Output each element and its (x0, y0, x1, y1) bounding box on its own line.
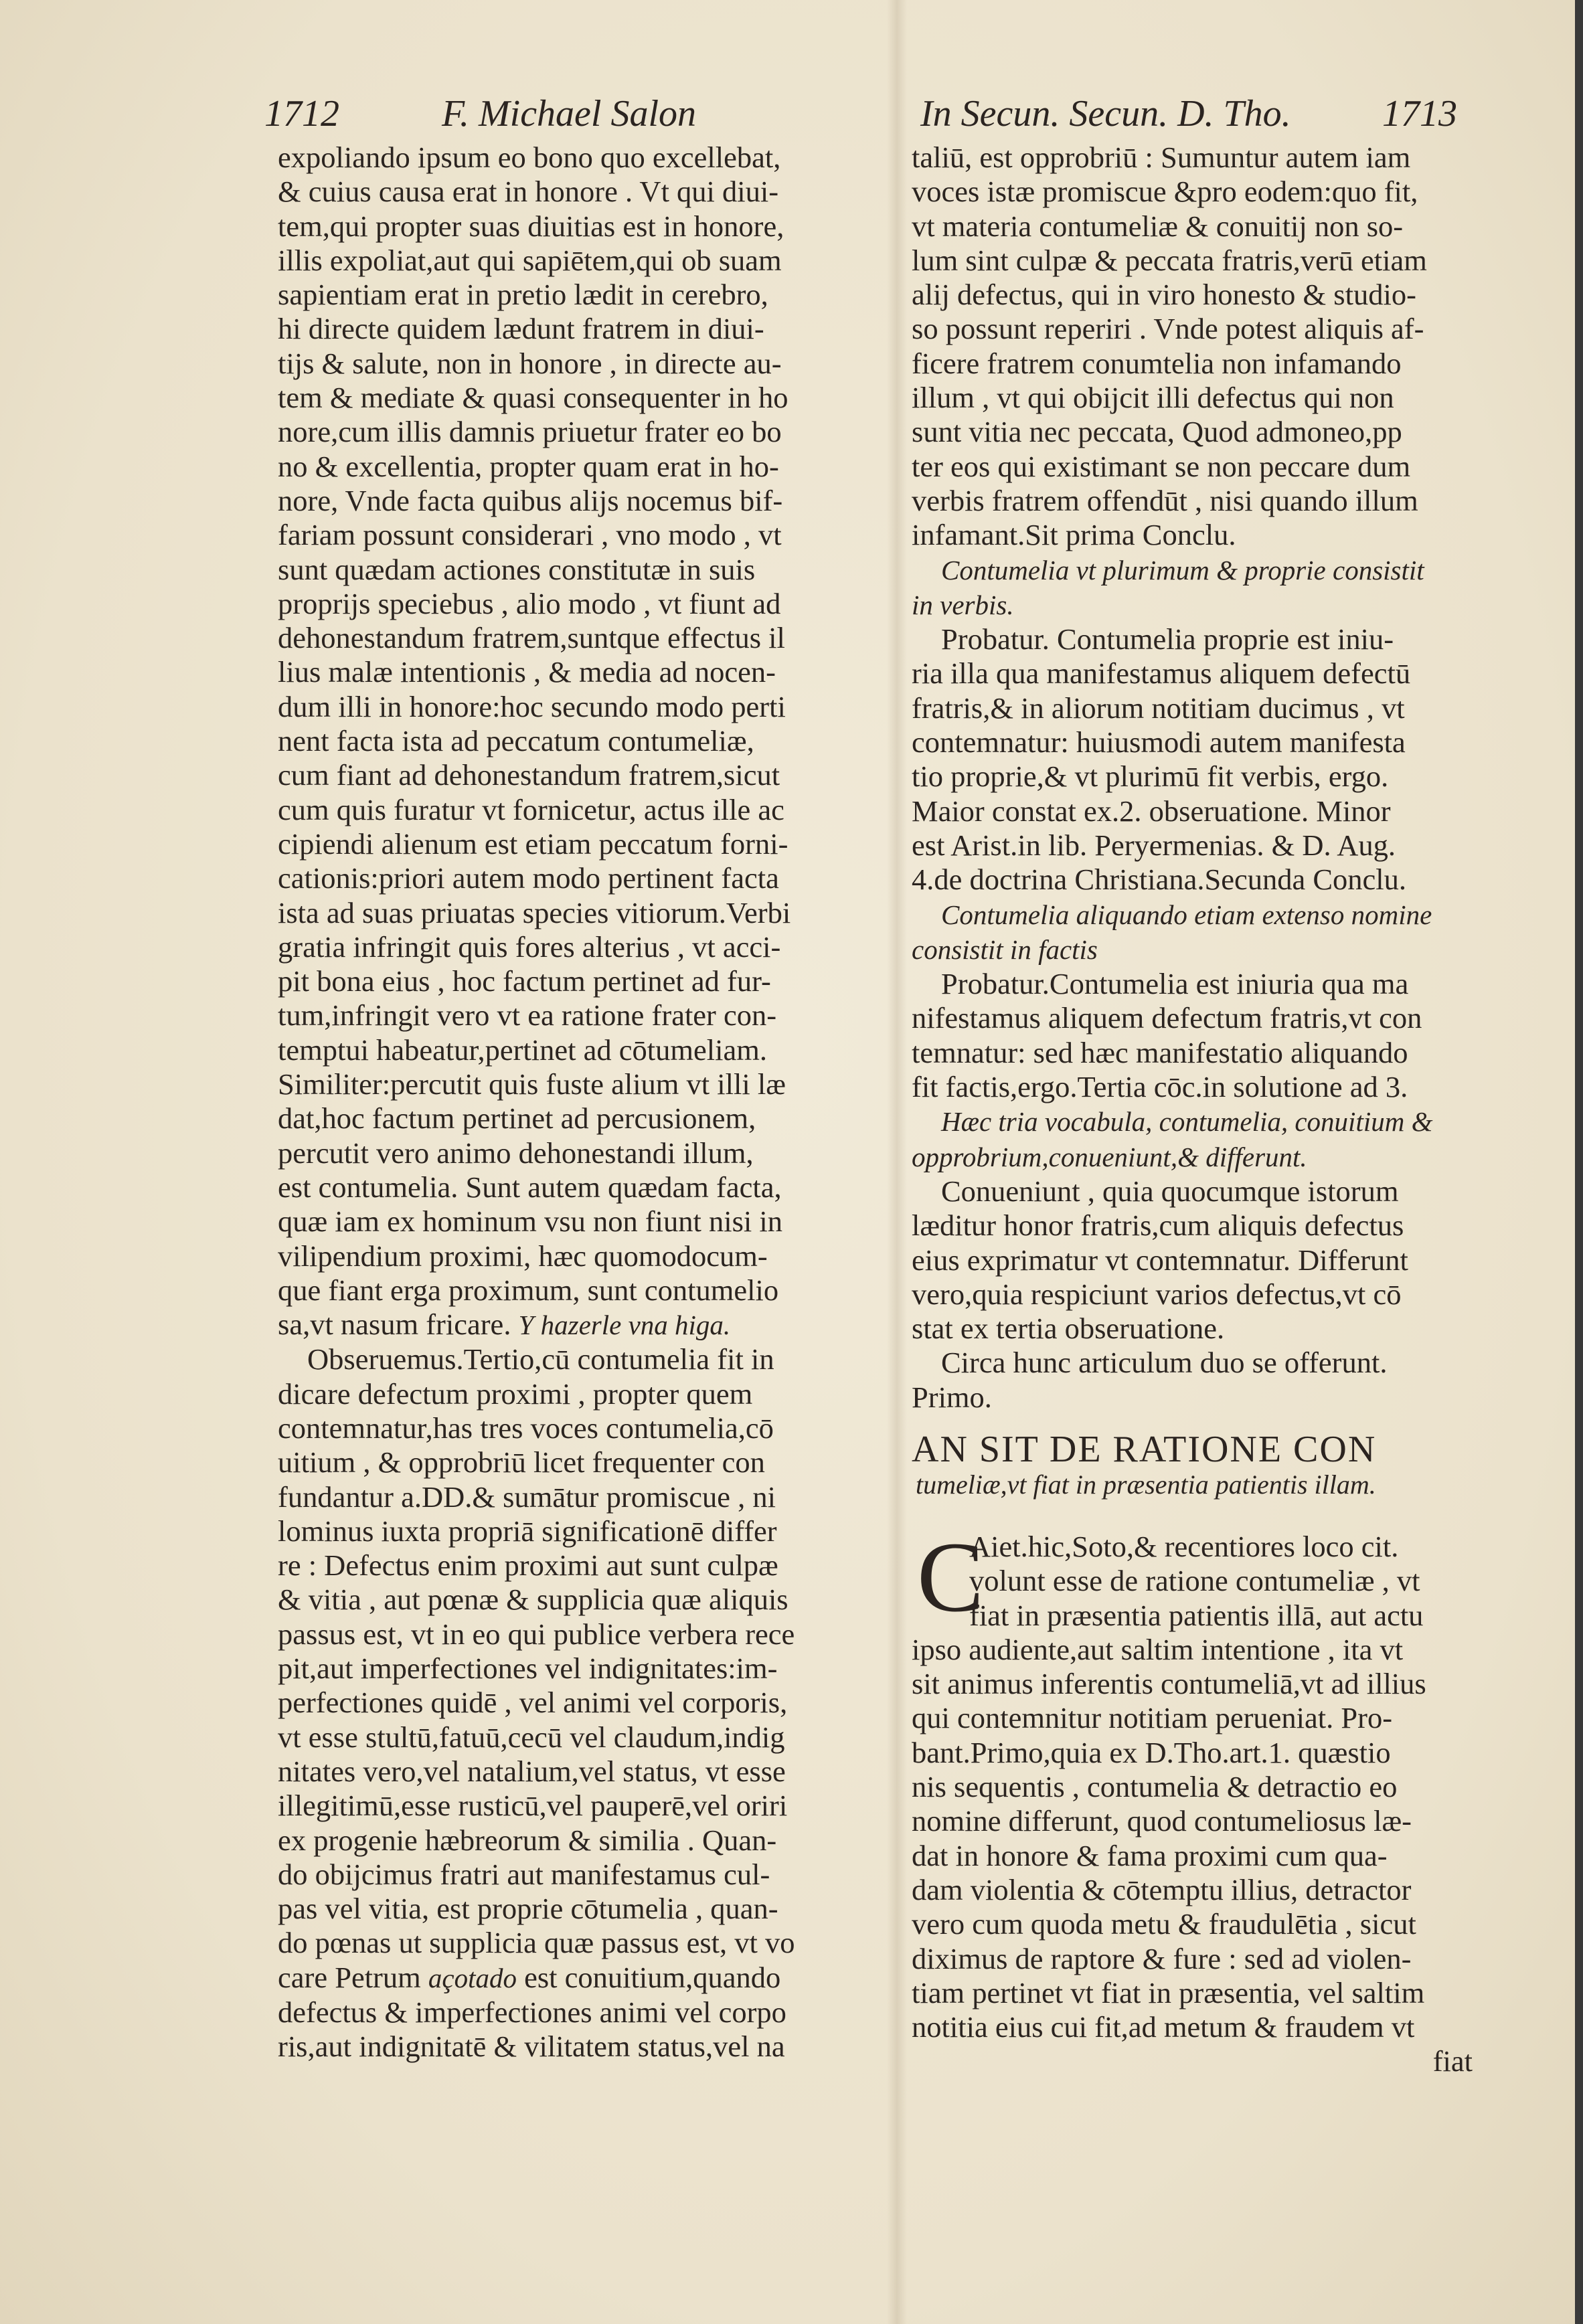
text-line (278, 484, 867, 518)
text-line (912, 1001, 1473, 1035)
text-line (278, 1273, 867, 1308)
line-text: est contumelia. Sunt autem quædam facta, (278, 1170, 782, 1204)
line-text: ris,aut indignitatē & vilitatem status,vel na (278, 2030, 785, 2064)
text-line (278, 1377, 867, 1411)
text-line (912, 794, 1473, 828)
line-text-tail: est conuitium,quando (516, 1960, 781, 1994)
text-line (912, 347, 1473, 381)
line-text: ria illa qua manifestamus aliquem defectū (912, 656, 1411, 691)
line-text: vt esse stultū,fatuū,cecū vel claudum,indig (278, 1720, 785, 1754)
line-text: infamant.Sit prima Conclu. (912, 518, 1236, 552)
text-line (912, 553, 1473, 588)
line-text: cum fiant ad dehonestandum fratrem,sicut (278, 758, 780, 792)
line-text: ista ad suas priuatas species vitiorum.Verbi (278, 895, 791, 929)
line-text: gratia infringit quis fores alterius , vt acci- (278, 929, 781, 964)
text-line: sit animus inferentis contumeliā,vt ad illius (912, 1667, 1426, 1701)
line-text: contemnatur: huiusmodi autem manifesta (912, 725, 1406, 759)
text-line (278, 930, 867, 964)
line-text: hi directe quidem lædunt fratrem in diui- (278, 312, 764, 346)
line-text: tijs & salute, non in honore , in directe au- (278, 346, 782, 380)
page-edge (1575, 0, 1583, 2324)
text-line (278, 998, 867, 1033)
text-line (912, 967, 1473, 1001)
italic-heading: Hæc tria vocabula, contumelia, conuitium & (941, 1106, 1433, 1138)
line-text: vilipendium proximi, hæc quomodocum- (278, 1239, 768, 1273)
line-text: so possunt reperiri . Vnde potest aliquis af- (912, 312, 1424, 346)
line-text: no & excellentia, propter quam erat in ho- (278, 449, 779, 483)
text-line (912, 1036, 1473, 1070)
text-line (278, 244, 867, 278)
line-text: temptui habeatur,pertinet ad cōtumeliam. (278, 1033, 767, 1067)
line-text: Primo. (912, 1380, 992, 1414)
italic-heading: Contumelia vt plurimum & proprie consistit (941, 554, 1424, 586)
line-text: fariam possunt considerari , vno modo , vt (278, 518, 782, 552)
text-line: dam violentia & cōtemptu illius, detractor (912, 1872, 1412, 1906)
line-text: dehonestandum fratrem,suntque effectus il (278, 621, 785, 655)
text-line (278, 1445, 867, 1480)
line-text: defectus & imperfectiones animi vel corpo (278, 1995, 786, 2030)
line-text: stat ex tertia obseruatione. (912, 1312, 1225, 1346)
text-line (278, 450, 867, 484)
line-text: cum quis furatur vt fornicetur, actus ille ac (278, 792, 784, 826)
line-text: care Petrum (278, 1960, 421, 1994)
text-line (278, 758, 867, 792)
line-text: pit bona eius , hoc factum pertinet ad fur- (278, 964, 771, 998)
text-line (278, 1686, 867, 1720)
line-text: Conueniunt , quia quocumque istorum (941, 1174, 1399, 1208)
line-text: ficere fratrem conumtelia non infamando (912, 346, 1402, 380)
right-page-number: 1713 (1382, 93, 1457, 135)
line-text: & vitia , aut pœnæ & supplicia quæ aliquis (278, 1583, 788, 1617)
text-line (278, 896, 867, 930)
line-text: quæ iam ex hominum vsu non fiunt nisi in (278, 1204, 783, 1239)
text-line (912, 828, 1473, 863)
text-line (278, 2030, 867, 2064)
text-line (912, 1346, 1473, 1380)
text-line (278, 175, 867, 209)
line-text: taliū, est opprobriū : Sumuntur autem iam (912, 141, 1411, 174)
text-line (278, 1789, 867, 1823)
line-text: illum , vt qui obijcit illi defectus qui non (912, 381, 1394, 415)
text-line (278, 861, 867, 895)
line-text: læditur honor fratris,cum aliquis defectus (912, 1209, 1404, 1243)
line-text: percutit vero animo dehonestandi illum, (278, 1136, 754, 1170)
italic-heading: Contumelia aliquando etiam extenso nomine (941, 899, 1432, 930)
page-gutter (887, 0, 907, 2324)
text-line (912, 175, 1473, 209)
text-line (278, 1823, 867, 1858)
line-text: do obijcimus fratri aut manifestamus cul- (278, 1857, 770, 1891)
text-line (278, 1033, 867, 1067)
line-text: cipiendi alienum est etiam peccatum forni- (278, 826, 788, 861)
line-text: que fiant erga proximum, sunt contumelio (278, 1273, 779, 1307)
line-text: eius exprimatur vt contemnatur. Differunt (912, 1243, 1408, 1277)
text-line (278, 1995, 867, 2030)
catchword: fiat (1432, 2044, 1473, 2078)
text-line (278, 1755, 867, 1789)
line-text: tem & mediate & quasi consequenter in ho (278, 381, 788, 415)
text-line (912, 415, 1473, 449)
text-line: notitia eius cui fit,ad metum & fraudem vt (912, 2010, 1415, 2044)
line-text: tem,qui propter suas diuitias est in honore, (278, 209, 784, 243)
text-line (278, 347, 867, 381)
text-line: fiat in præsentia patientis illā, aut actu (969, 1598, 1424, 1632)
left-running-head (264, 87, 853, 141)
line-text: illis expoliat,aut qui sapiētem,qui ob suam (278, 243, 782, 277)
line-text: Circa hunc articulum duo se offerunt. (941, 1346, 1388, 1380)
text-line: bant.Primo,quia ex D.Tho.art.1. quæstio (912, 1735, 1391, 1769)
text-line (278, 1067, 867, 1101)
text-line (912, 1277, 1473, 1312)
left-column (278, 141, 867, 2064)
text-line (278, 1583, 867, 1617)
line-text: tum,infringit vero vt ea ratione frater con- (278, 998, 777, 1033)
text-line: volunt esse de ratione contumeliæ , vt (969, 1564, 1420, 1598)
line-text: do pœnas ut supplicia quæ passus est, vt vo (278, 1926, 795, 1960)
text-line: tiam pertinet vt fiat in præsentia, vel saltim (912, 1975, 1425, 2009)
text-line (912, 1174, 1473, 1209)
text-line (912, 484, 1473, 518)
line-text: expoliando ipsum eo bono quo excellebat, (278, 141, 781, 174)
text-line (912, 691, 1473, 725)
line-text: contemnatur,has tres voces contumelia,cō (278, 1411, 774, 1445)
italic-heading: consistit in factis (912, 933, 1098, 965)
text-line (278, 1514, 867, 1548)
line-text: nore, Vnde facta quibus alijs nocemus bif- (278, 483, 783, 517)
text-line: Aiet.hic,Soto,& recentiores loco cit. (969, 1529, 1399, 1563)
section-body (912, 1521, 1473, 2079)
line-text: ter eos qui existimant se non peccare dum (912, 449, 1411, 483)
text-line (912, 897, 1473, 932)
text-line (912, 1104, 1473, 1139)
line-text: fit factis,ergo.Tertia cōc.in solutione ad 3. (912, 1070, 1408, 1104)
section-body-text (912, 1530, 1473, 2044)
text-line (912, 588, 1473, 622)
line-text: pit,aut imperfectiones vel indignitates:im- (278, 1651, 778, 1686)
line-text: alij defectus, qui in viro honesto & studio- (912, 278, 1416, 312)
text-line (912, 209, 1473, 244)
text-line (912, 932, 1473, 967)
right-running-title: In Secun. Secun. D. Tho. (920, 93, 1291, 135)
line-text: Probatur.Contumelia est iniuria qua ma (941, 967, 1409, 1001)
text-line (278, 312, 867, 346)
text-line (278, 209, 867, 244)
text-line (278, 1651, 867, 1686)
text-line (278, 1308, 867, 1342)
text-line (278, 690, 867, 724)
line-text: fratris,& in aliorum notitiam ducimus , vt (912, 691, 1405, 725)
section-title: AN SIT DE RATIONE CON (912, 1428, 1377, 1470)
italic-phrase: Y hazerle vna higa. (518, 1310, 731, 1341)
line-text: fundantur a.DD.& sumātur promiscue , ni (278, 1480, 776, 1514)
line-text: lum sint culpæ & peccata fratris,verū etiam (912, 243, 1427, 277)
text-line (278, 827, 867, 861)
text-line: qui contemnitur notitiam perueniat. Pro- (912, 1701, 1393, 1735)
text-line (278, 1720, 867, 1755)
text-line: dat in honore & fama proximi cum qua- (912, 1838, 1388, 1872)
right-column-text (912, 141, 1473, 1415)
text-line: nomine differunt, quod contumeliosus læ- (912, 1804, 1412, 1838)
text-line (912, 1070, 1473, 1104)
line-text: temnatur: sed hæc manifestatio aliquando (912, 1035, 1408, 1069)
text-line (278, 964, 867, 998)
line-text: nore,cum illis damnis priuetur frater eo bo (278, 415, 782, 449)
text-line (278, 1411, 867, 1445)
text-line: vero cum quoda metu & fraudulētia , sicut (912, 1907, 1416, 1941)
line-text: uitium , & opprobriū licet frequenter con (278, 1445, 765, 1480)
text-line (278, 1858, 867, 1892)
line-text: nent facta ista ad peccatum contumeliæ, (278, 724, 754, 758)
line-text: cationis:priori autem modo pertinent facta (278, 861, 779, 895)
text-line (278, 141, 867, 175)
text-line (912, 1209, 1473, 1243)
line-text: re : Defectus enim proximi aut sunt culpæ (278, 1548, 778, 1583)
line-text: vero,quia respiciunt varios defectus,vt cō (912, 1277, 1402, 1311)
line-text: dat,hoc factum pertinet ad percusionem, (278, 1101, 756, 1136)
text-line (912, 518, 1473, 552)
text-line (912, 312, 1473, 346)
line-text: 4.de doctrina Christiana.Secunda Conclu. (912, 863, 1407, 897)
line-text: proprijs speciebus , alio modo , vt fiunt ad (278, 586, 781, 620)
line-text: pas vel vitia, est proprie cōtumelia , quan- (278, 1892, 778, 1926)
line-text: tio proprie,& vt plurimū fit verbis, ergo. (912, 759, 1389, 794)
text-line: ipso audiente,aut saltim intentione , ita vt (912, 1632, 1404, 1666)
line-text: lius malæ intentionis , & media ad nocen- (278, 655, 776, 689)
text-line (278, 1204, 867, 1239)
right-column (912, 141, 1473, 2079)
line-text: verbis fratrem offendūt , nisi quando illum (912, 483, 1418, 517)
line-text: & cuius causa erat in honore . Vt qui diui- (278, 175, 779, 209)
text-line (912, 278, 1473, 312)
text-line (278, 1961, 867, 1995)
text-line (278, 1617, 867, 1651)
text-line (278, 518, 867, 552)
text-line (278, 621, 867, 655)
text-line (912, 1312, 1473, 1346)
text-line: nis sequentis , contumelia & detractio eo (912, 1770, 1398, 1804)
text-line (278, 1101, 867, 1136)
text-line (912, 1140, 1473, 1174)
left-running-title: F. Michael Salon (442, 93, 697, 135)
line-text: sa,vt nasum fricare. (278, 1308, 511, 1342)
line-text: ex progenie hæbreorum & similia . Quan- (278, 1823, 777, 1857)
text-line (912, 450, 1473, 484)
line-text: vt materia contumeliæ & conuitij non so- (912, 209, 1404, 243)
text-line (278, 1342, 867, 1376)
text-line (278, 415, 867, 449)
line-text: sunt vitia nec peccata, Quod admoneo,pp (912, 415, 1402, 449)
text-line (278, 1926, 867, 1960)
text-line (278, 793, 867, 827)
text-line (278, 1239, 867, 1273)
line-text: dum illi in honore:hoc secundo modo perti (278, 689, 786, 723)
text-line: diximus de raptore & fure : sed ad violen- (912, 1941, 1412, 1975)
right-running-head (920, 87, 1469, 141)
text-line (912, 725, 1473, 759)
text-line (278, 587, 867, 621)
line-text: Obseruemus.Tertio,cū contumelia fit in (307, 1342, 774, 1376)
line-text: lominus iuxta propriā significationē differ (278, 1514, 777, 1548)
text-line (278, 655, 867, 689)
line-text: voces istæ promiscue &pro eodem:quo fit, (912, 175, 1418, 209)
text-line (278, 1892, 867, 1926)
text-line (912, 141, 1473, 175)
left-page-number: 1712 (264, 93, 339, 135)
line-text: Maior constat ex.2. obseruatione. Minor (912, 794, 1391, 828)
drop-cap: C (917, 1521, 985, 1633)
text-line (912, 381, 1473, 415)
text-line (912, 622, 1473, 656)
text-line (912, 244, 1473, 278)
line-text: sunt quædam actiones constitutæ in suis (278, 552, 756, 586)
line-text: est Arist.in lib. Peryermenias. & D. Aug. (912, 828, 1396, 862)
text-line (912, 863, 1473, 897)
line-text: perfectiones quidē , vel animi vel corporis, (278, 1686, 788, 1720)
line-text: nifestamus aliquem defectum fratris,vt con (912, 1001, 1422, 1035)
text-line (278, 724, 867, 758)
text-line (912, 759, 1473, 794)
text-line (278, 278, 867, 312)
section-subtitle: tumeliæ,vt fiat in præsentia patientis illam. (916, 1469, 1376, 1500)
line-text: Similiter:percutit quis fuste alium vt illi læ (278, 1067, 786, 1101)
text-line (278, 1170, 867, 1204)
line-text: sapientiam erat in pretio lædit in cerebro, (278, 278, 768, 312)
text-line (912, 1243, 1473, 1277)
text-line (278, 381, 867, 415)
text-line (278, 1480, 867, 1514)
line-text: dicare defectum proximi , propter quem (278, 1376, 753, 1411)
text-line (912, 1380, 1473, 1415)
text-line (278, 1548, 867, 1583)
text-line (278, 1136, 867, 1170)
text-line (912, 656, 1473, 691)
line-text: illegitimū,esse rusticū,vel pauperē,vel oriri (278, 1789, 788, 1823)
line-text: nitates vero,vel natalium,vel status, vt esse (278, 1754, 786, 1788)
italic-heading: opprobrium,conueniunt,& differunt. (912, 1141, 1307, 1172)
italic-heading: in verbis. (912, 589, 1014, 620)
line-text: Probatur. Contumelia proprie est iniu- (941, 622, 1394, 656)
text-line (278, 553, 867, 587)
italic-phrase: açotado (428, 1962, 517, 1993)
line-text: passus est, vt in eo qui publice verbera rece (278, 1617, 795, 1651)
